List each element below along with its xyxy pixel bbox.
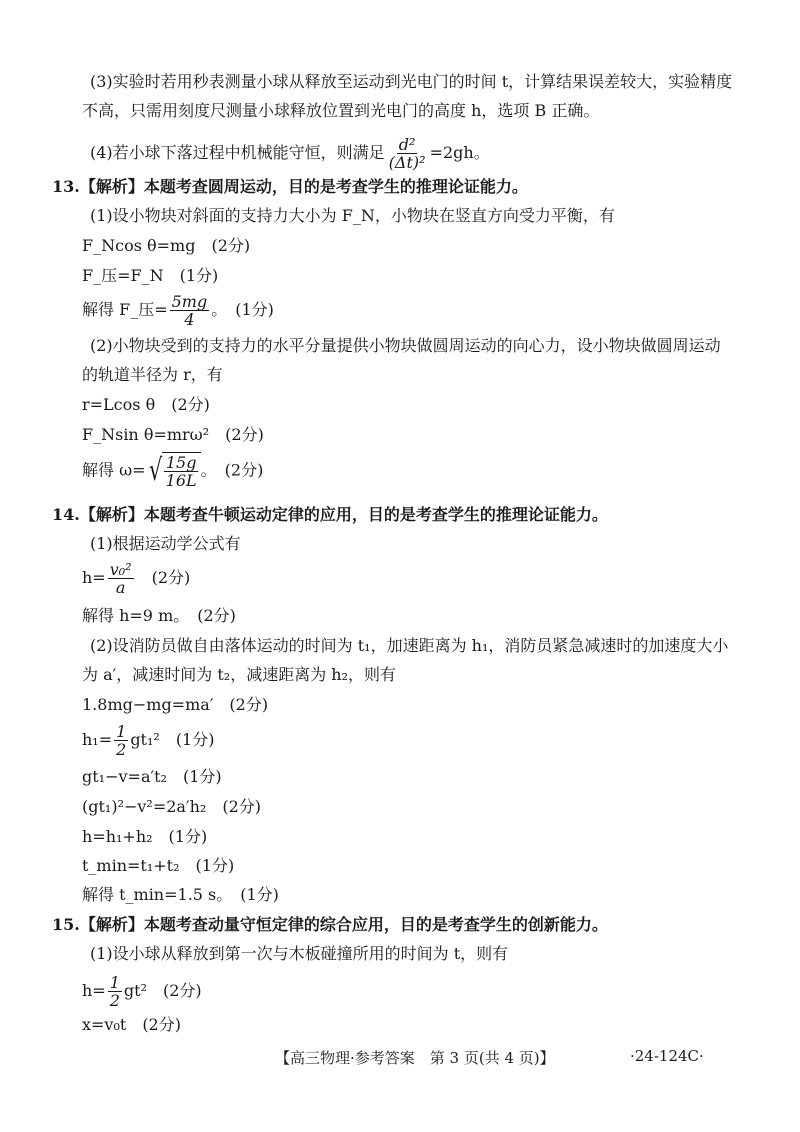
q13-eq1: F_Ncos θ=mg (2分) (82, 236, 251, 255)
q14-eq1-fraction: $\frac{\text{v₀²}}{a}$ (109, 560, 132, 597)
q13-eq5: F_Nsin θ=mrω² (2分) (82, 425, 264, 444)
q13-eq6-fraction: $\frac{15g}{16L}$ (165, 453, 197, 490)
q15-eq2: x=v₀t (2分) (82, 1015, 181, 1034)
q15-heading: 【解析】本题考查动量守恒定律的综合应用，目的是考查学生的创新能力。 (79, 915, 608, 934)
q14-eq9: 解得 t_min=1.5 s。 (1分) (82, 885, 279, 904)
q12-part3-line2: 不高，只需用刻度尺测量小球释放位置到光电门的高度 h，选项 B 正确。 (82, 101, 600, 120)
q12-part4-fraction: $\frac{\text{d²}}{\text{(Δt)²}}$ (388, 135, 426, 172)
q13-part2-line1: (2)小物块受到的支持力的水平分量提供小物块做圆周运动的向心力，设小物块做圆周运动 (90, 336, 721, 355)
q14-eq3: 1.8mg−mg=ma′ (2分) (82, 695, 269, 714)
q14-number: 14. (52, 505, 80, 524)
q15-eq1: h= $\frac{1}{2}$ gt² (2分) (82, 973, 202, 1010)
q14-part2-line2: 为 a′，减速时间为 t₂，减速距离为 h₂，则有 (82, 665, 396, 684)
q14-eq4-fraction: $\frac{1}{2}$ (116, 722, 127, 759)
q14-eq6: (gt₁)²−v²=2a′h₂ (2分) (82, 797, 261, 816)
q14-header (52, 505, 608, 525)
q14-eq8: t_min=t₁+t₂ (1分) (82, 856, 235, 875)
q13-part1: (1)设小物块对斜面的支持力大小为 F_N，小物块在竖直方向受力平衡，有 (90, 206, 615, 225)
q13-eq2: F_压=F_N (1分) (82, 266, 219, 285)
q13-heading: 【解析】本题考查圆周运动，目的是考查学生的推理论证能力。 (79, 177, 528, 196)
q14-eq4: h₁= $\frac{1}{2}$ gt₁² (1分) (82, 722, 215, 759)
q12-part4 (90, 136, 490, 171)
q15-part1: (1)设小球从释放到第一次与木板碰撞所用的时间为 t，则有 (90, 944, 509, 963)
doc-code: ·24-124C· (630, 1047, 704, 1065)
q15-number: 15. (52, 915, 80, 934)
q14-eq7: h=h₁+h₂ (1分) (82, 827, 208, 846)
q13-eq3: 解得 F_压= $\frac{5mg}{4}$ 。 (1分) (82, 292, 274, 329)
q12-part3-line1: (3)实验时若用秒表测量小球从释放至运动到光电门的时间 t，计算结果误差较大，实验精度 (90, 72, 733, 91)
q15-eq1-fraction: $\frac{1}{2}$ (109, 973, 120, 1010)
q14-part2-line1: (2)设消防员做自由落体运动的时间为 t₁，加速距离为 h₁，消防员紧急减速时的加速度大小 (90, 636, 729, 655)
q13-header (52, 177, 528, 197)
q13-part2-line2: 的轨道半径为 r，有 (82, 365, 223, 384)
page-footer: 【高三物理·参考答案 第 3 页(共 4 页)】 (275, 1049, 555, 1067)
q12-part4-result: =2gh。 (429, 143, 490, 162)
q14-eq1: h= $\frac{\text{v₀²}}{a}$ (2分) (82, 560, 191, 597)
q15-header (52, 915, 608, 935)
q14-heading: 【解析】本题考查牛顿运动定律的应用，目的是考查学生的推理论证能力。 (79, 505, 608, 524)
sqrt-symbol: √ $\frac{15g}{16L}$ (146, 452, 201, 490)
q12-part4-text: (4)若小球下落过程中机械能守恒，则满足 (90, 143, 385, 162)
q13-eq4: r=Lcos θ (2分) (82, 395, 210, 414)
q13-number: 13. (52, 177, 80, 196)
q14-part1: (1)根据运动学公式有 (90, 534, 241, 553)
q13-eq3-fraction: $\frac{5mg}{4}$ (171, 292, 208, 329)
q14-eq5: gt₁−v=a′t₂ (1分) (82, 767, 222, 786)
q13-eq6: 解得 ω= √ $\frac{15g}{16L}$ 。 (2分) (82, 453, 264, 490)
q14-eq2: 解得 h=9 m。 (2分) (82, 606, 236, 625)
